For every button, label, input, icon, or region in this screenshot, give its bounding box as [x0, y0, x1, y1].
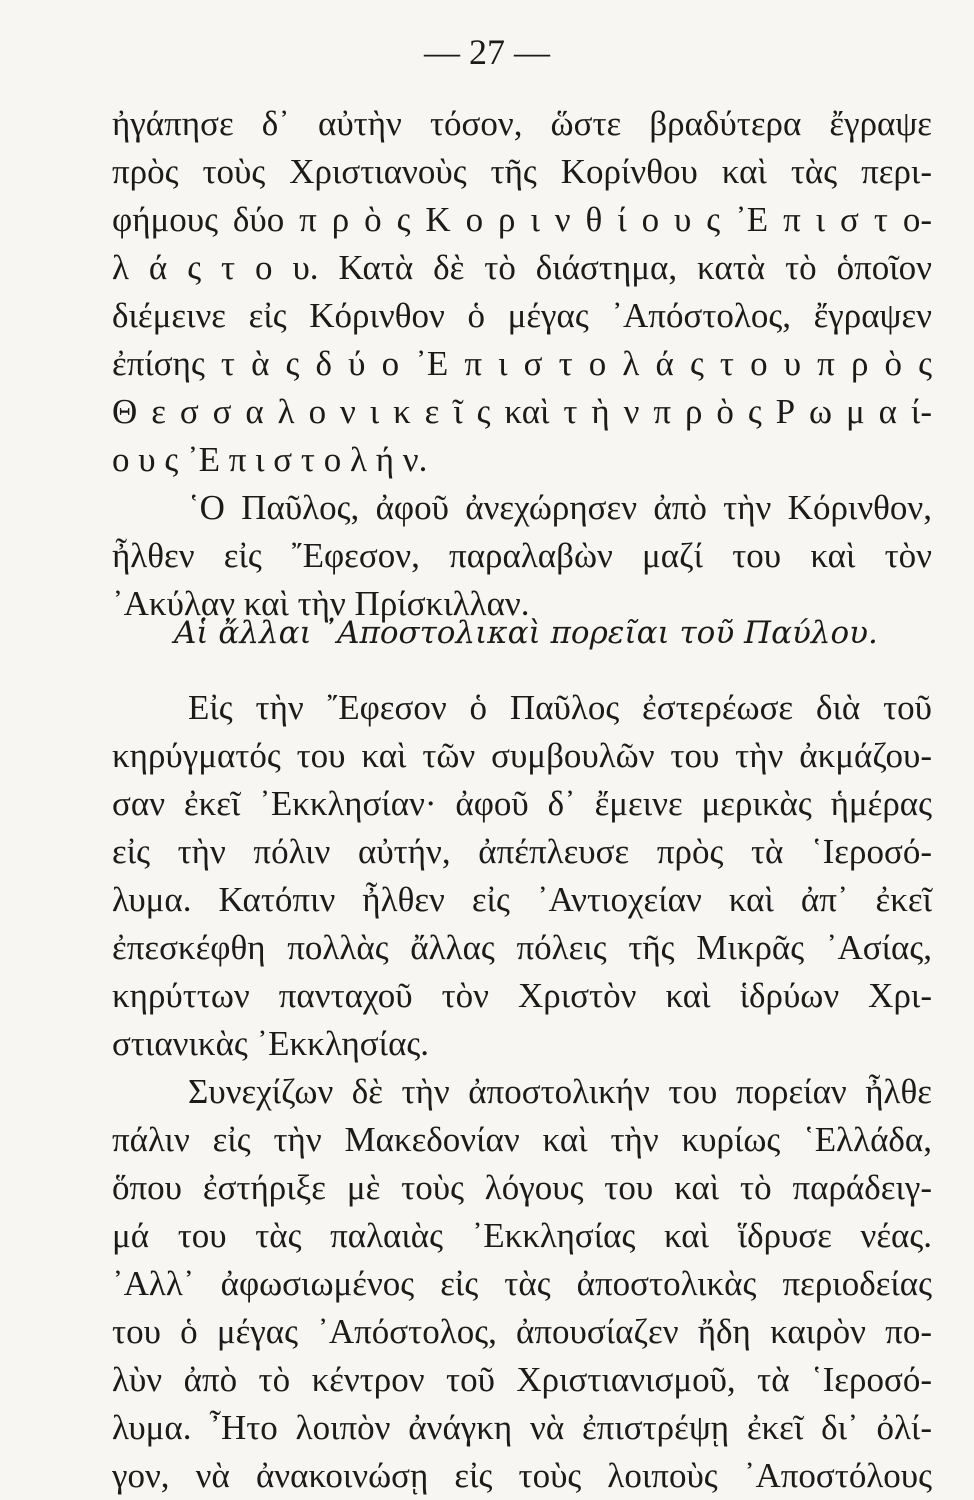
- text-line: ἠγάπησε δ᾽ αὐτὴν τόσον, ὥστε βραδύτερα ἔγραψε: [112, 104, 932, 143]
- text-line: ὅπου ἐστήριξε μὲ τοὺς λόγους του καὶ τὸ παράδειγ-: [112, 1168, 932, 1207]
- text-line: λ ά ς τ ο υ. Κατὰ δὲ τὸ διάστημα, κατὰ τὸ ὁποῖον: [112, 248, 932, 287]
- paragraph-first-line: Συνεχίζων δὲ τὴν ἀποστολικήν του πορείαν ἦλθε: [188, 1072, 932, 1111]
- text-line: ἐπίσης τ ὰ ς δ ύ ο ᾽Ε π ι σ τ ο λ ά ς τ ο υ π ρ ὸ ς: [112, 344, 932, 383]
- text-line: εἰς τὴν πόλιν αὐτήν, ἀπέπλευσε πρὸς τὰ ῾Ιεροσό-: [112, 832, 932, 871]
- text-line: λυμα. Κατόπιν ἦλθεν εἰς ᾽Αντιοχείαν καὶ ἀπ᾽ ἐκεῖ: [112, 880, 932, 919]
- text-line: μά του τὰς παλαιὰς ᾽Εκκλησίας καὶ ἵδρυσε νέας.: [112, 1216, 932, 1255]
- text-line: κηρύττων πανταχοῦ τὸν Χριστὸν καὶ ἱδρύων Χρι-: [112, 976, 932, 1015]
- text-line: Θ ε σ σ α λ ο ν ι κ ε ῖ ς καὶ τ ὴ ν π ρ ὸ ς Ρ ω μ α ί-: [112, 392, 932, 431]
- page-number: — 27 —: [424, 32, 550, 72]
- text-line: του ὁ μέγας ᾽Απόστολος, ἀπουσίαζεν ἤδη καιρὸν πο-: [112, 1312, 932, 1351]
- text-line: ο υ ς ᾽Ε π ι σ τ ο λ ή ν.: [112, 440, 428, 479]
- text-line: στιανικὰς ᾽Εκκλησίας.: [112, 1024, 430, 1063]
- text-line: πρὸς τοὺς Χριστιανοὺς τῆς Κορίνθου καὶ τὰς περι-: [112, 152, 932, 191]
- text-line: κηρύγματός του καὶ τῶν συμβουλῶν του τὴν ἀκμάζου-: [112, 736, 932, 775]
- text-line: σαν ἐκεῖ ᾽Εκκλησίαν· ἀφοῦ δ᾽ ἔμεινε μερικὰς ἡμέρας: [112, 784, 932, 823]
- text-line: γον, νὰ ἀνακοινώσῃ εἰς τοὺς λοιποὺς ᾽Αποστόλους: [112, 1456, 932, 1495]
- text-line: φήμους δύο π ρ ὸ ς Κ ο ρ ι ν θ ί ο υ ς ᾽Ε π ι σ τ ο-: [112, 200, 932, 239]
- paragraph-first-line: Εἰς τὴν ῎Εφεσον ὁ Παῦλος ἐστερέωσε διὰ τοῦ: [188, 688, 932, 727]
- text-line: λὺν ἀπὸ τὸ κέντρον τοῦ Χριστιανισμοῦ, τὰ ῾Ιεροσό-: [112, 1360, 932, 1399]
- text-line: λυμα. ῏Ητο λοιπὸν ἀνάγκη νὰ ἐπιστρέψῃ ἐκεῖ δι᾽ ὀλί-: [112, 1408, 932, 1447]
- text-line: πάλιν εἰς τὴν Μακεδονίαν καὶ τὴν κυρίως ῾Ελλάδα,: [112, 1120, 932, 1159]
- section-heading: Αἱ ἄλλαι ᾽Αποστολικαὶ πορεῖαι τοῦ Παύλου.: [174, 615, 878, 651]
- text-line: διέμεινε εἰς Κόρινθον ὁ μέγας ᾽Απόστολος, ἔγραψεν: [112, 296, 932, 335]
- text-line: ἦλθεν εἰς ῎Εφεσον, παραλαβὼν μαζί του καὶ τὸν: [112, 536, 932, 575]
- text-line: ᾽Αλλ᾽ ἀφωσιωμένος εἰς τὰς ἀποστολικὰς περιοδείας: [112, 1264, 932, 1303]
- text-line: ᾽Ακύλαν καὶ τὴν Πρίσκιλλαν.: [112, 584, 530, 623]
- text-line: ἐπεσκέφθη πολλὰς ἄλλας πόλεις τῆς Μικρᾶς ᾽Ασίας,: [112, 928, 932, 967]
- paragraph-first-line: ῾Ο Παῦλος, ἀφοῦ ἀνεχώρησεν ἀπὸ τὴν Κόρινθον,: [188, 488, 932, 527]
